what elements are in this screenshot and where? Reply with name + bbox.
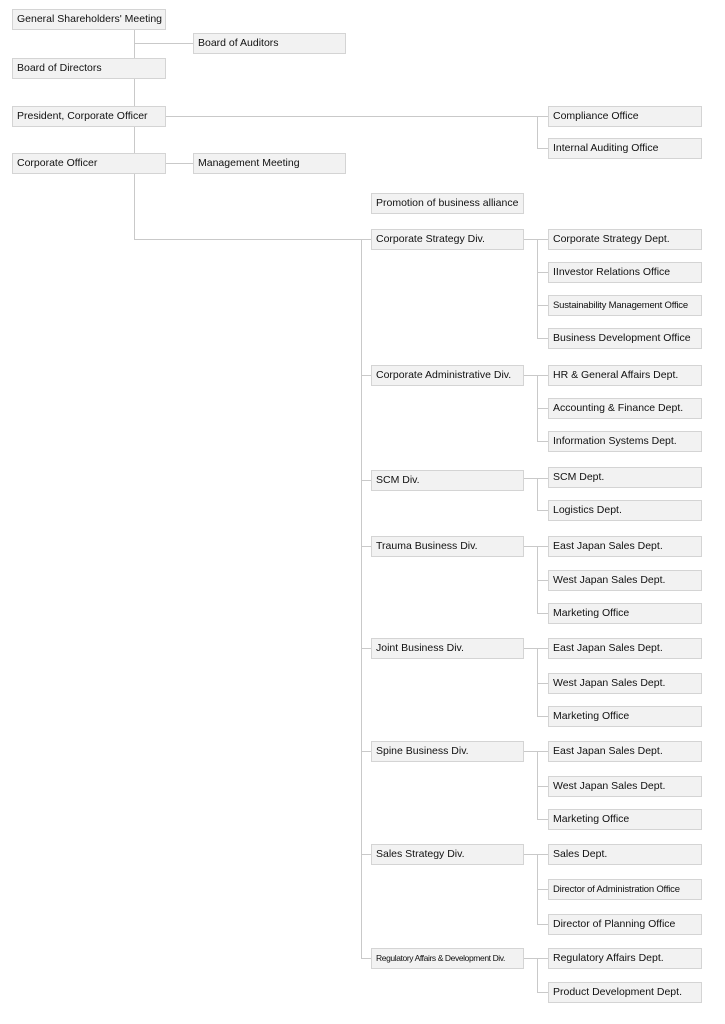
- department-box: Accounting & Finance Dept.: [548, 398, 702, 419]
- department-box: Director of Administration Office: [548, 879, 702, 900]
- department-box: West Japan Sales Dept.: [548, 673, 702, 694]
- division-box: SCM Div.: [371, 470, 524, 491]
- connector-line: [537, 958, 538, 992]
- connector-line: [523, 239, 537, 240]
- department-box: Marketing Office: [548, 809, 702, 830]
- department-box: Director of Planning Office: [548, 914, 702, 935]
- department-box: Sustainability Management Office: [548, 295, 702, 316]
- department-box: Information Systems Dept.: [548, 431, 702, 452]
- connector-line: [361, 375, 371, 376]
- connector-line: [361, 648, 371, 649]
- connector-line: [537, 751, 538, 819]
- department-box: Marketing Office: [548, 706, 702, 727]
- connector-line: [537, 116, 538, 149]
- division-box: Corporate Strategy Div.: [371, 229, 524, 250]
- compliance-office-box: Compliance Office: [548, 106, 702, 127]
- division-box: Regulatory Affairs & Development Div.: [371, 948, 524, 969]
- connector-line: [361, 958, 371, 959]
- department-box: Regulatory Affairs Dept.: [548, 948, 702, 969]
- connector-line: [134, 43, 193, 44]
- department-box: East Japan Sales Dept.: [548, 638, 702, 659]
- department-box: Product Development Dept.: [548, 982, 702, 1003]
- department-box: East Japan Sales Dept.: [548, 741, 702, 762]
- internal-auditing-office-box: Internal Auditing Office: [548, 138, 702, 159]
- connector-line: [523, 958, 537, 959]
- department-box: Corporate Strategy Dept.: [548, 229, 702, 250]
- department-box: SCM Dept.: [548, 467, 702, 488]
- connector-line: [361, 239, 371, 240]
- department-box: Business Development Office: [548, 328, 702, 349]
- connector-line: [523, 854, 537, 855]
- connector-line: [166, 116, 538, 117]
- business-alliance-box: Promotion of business alliance: [371, 193, 524, 214]
- board-of-auditors-box: Board of Auditors: [193, 33, 346, 54]
- connector-line: [361, 480, 371, 481]
- division-box: Spine Business Div.: [371, 741, 524, 762]
- connector-line: [523, 375, 537, 376]
- department-box: Logistics Dept.: [548, 500, 702, 521]
- department-box: East Japan Sales Dept.: [548, 536, 702, 557]
- corporate-officer-box: Corporate Officer: [12, 153, 166, 174]
- connector-line: [523, 546, 537, 547]
- division-box: Joint Business Div.: [371, 638, 524, 659]
- connector-line: [537, 239, 538, 338]
- department-box: Sales Dept.: [548, 844, 702, 865]
- connector-line: [537, 648, 538, 716]
- department-box: HR & General Affairs Dept.: [548, 365, 702, 386]
- president-box: President, Corporate Officer: [12, 106, 166, 127]
- connector-line: [523, 648, 537, 649]
- connector-line: [523, 478, 537, 479]
- department-box: IInvestor Relations Office: [548, 262, 702, 283]
- division-box: Trauma Business Div.: [371, 536, 524, 557]
- connector-line: [361, 751, 371, 752]
- department-box: West Japan Sales Dept.: [548, 776, 702, 797]
- department-box: West Japan Sales Dept.: [548, 570, 702, 591]
- connector-line: [361, 239, 362, 959]
- connector-line: [361, 854, 371, 855]
- connector-line: [134, 239, 362, 240]
- division-box: Sales Strategy Div.: [371, 844, 524, 865]
- department-box: Marketing Office: [548, 603, 702, 624]
- connector-line: [537, 478, 538, 510]
- connector-line: [523, 751, 537, 752]
- shareholders-meeting-box: General Shareholders' Meeting: [12, 9, 166, 30]
- connector-line: [361, 546, 371, 547]
- board-of-directors-box: Board of Directors: [12, 58, 166, 79]
- management-meeting-box: Management Meeting: [193, 153, 346, 174]
- division-box: Corporate Administrative Div.: [371, 365, 524, 386]
